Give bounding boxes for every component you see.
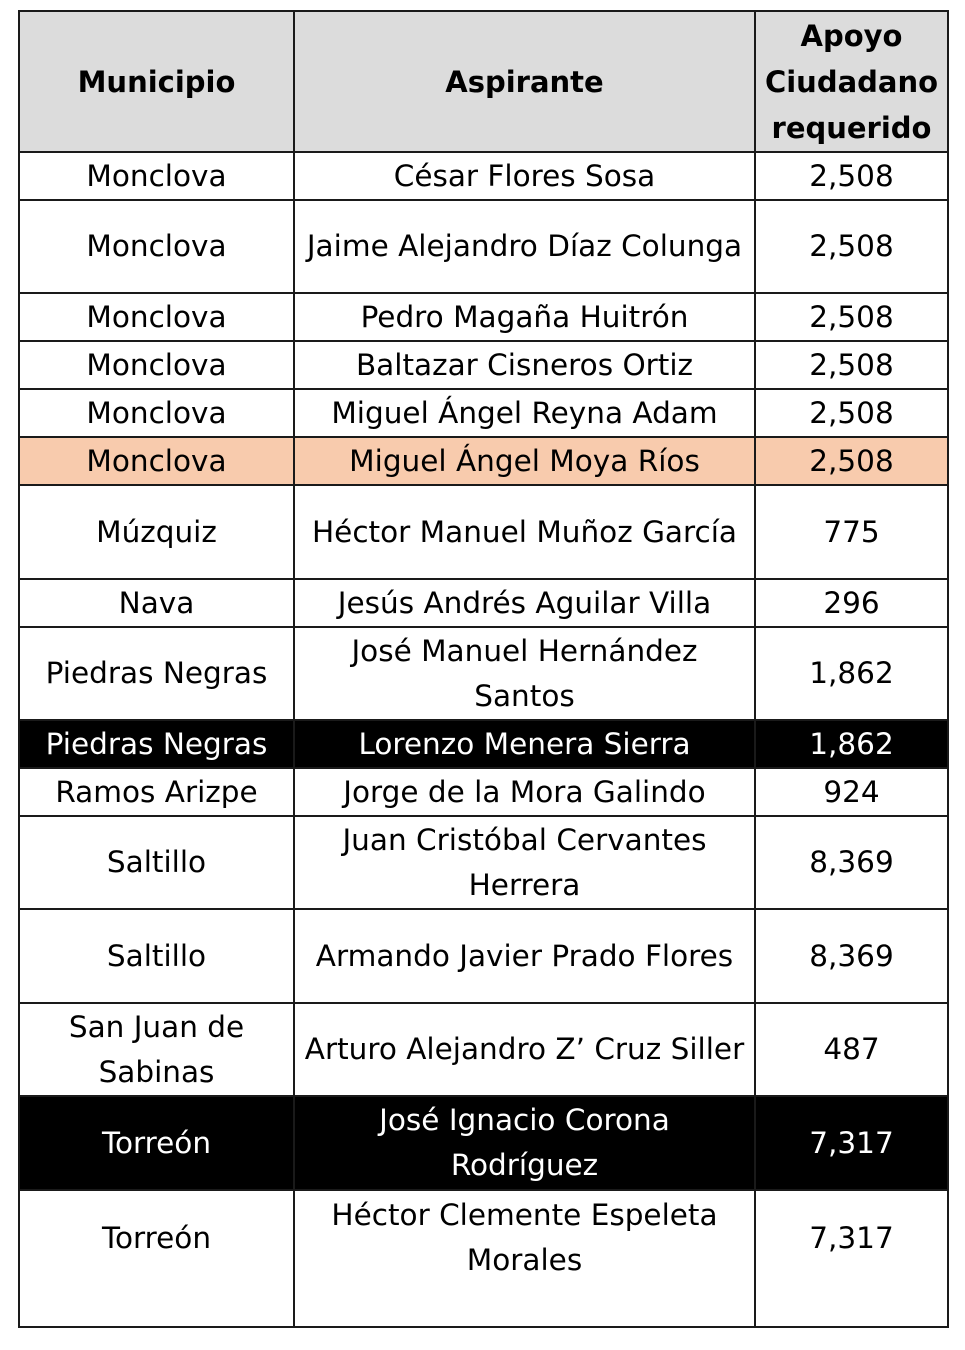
apoyo-cell: 487 bbox=[755, 1003, 948, 1096]
municipio-cell: Monclova bbox=[19, 293, 294, 341]
table-row bbox=[19, 1003, 948, 1096]
municipio-cell: Saltillo bbox=[19, 909, 294, 1003]
municipio-cell: Saltillo bbox=[19, 816, 294, 909]
municipio-cell: Nava bbox=[19, 579, 294, 627]
aspirante-cell: Baltazar Cisneros Ortiz bbox=[294, 341, 755, 389]
municipio-cell: Torreón bbox=[19, 1190, 294, 1327]
apoyo-cell: 2,508 bbox=[755, 389, 948, 437]
apoyo-cell: 2,508 bbox=[755, 341, 948, 389]
apoyo-cell: 7,317 bbox=[755, 1190, 948, 1327]
header-aspirante: Aspirante bbox=[294, 11, 755, 152]
aspirante-cell: Héctor Clemente Espeleta Morales bbox=[294, 1190, 755, 1327]
table-row bbox=[19, 816, 948, 909]
table-row-highlighted bbox=[19, 1096, 948, 1190]
apoyo-cell: 2,508 bbox=[755, 293, 948, 341]
municipio-cell: Monclova bbox=[19, 200, 294, 293]
aspirante-cell: Héctor Manuel Muñoz García bbox=[294, 485, 755, 579]
table-row bbox=[19, 341, 948, 389]
aspirante-cell: Jesús Andrés Aguilar Villa bbox=[294, 579, 755, 627]
municipio-cell: Múzquiz bbox=[19, 485, 294, 579]
aspirante-cell: Jaime Alejandro Díaz Colunga bbox=[294, 200, 755, 293]
apoyo-cell: 2,508 bbox=[755, 437, 948, 485]
table-row bbox=[19, 485, 948, 579]
apoyo-cell: 8,369 bbox=[755, 816, 948, 909]
aspirante-cell: César Flores Sosa bbox=[294, 152, 755, 200]
table-row bbox=[19, 293, 948, 341]
apoyo-cell: 2,508 bbox=[755, 152, 948, 200]
apoyo-cell: 775 bbox=[755, 485, 948, 579]
header-row bbox=[19, 11, 948, 152]
aspirante-cell: Miguel Ángel Reyna Adam bbox=[294, 389, 755, 437]
table-row-highlighted bbox=[19, 437, 948, 485]
table-row-highlighted bbox=[19, 720, 948, 768]
table-row bbox=[19, 152, 948, 200]
apoyo-cell: 924 bbox=[755, 768, 948, 816]
apoyo-cell: 1,862 bbox=[755, 627, 948, 720]
aspirante-cell: José Manuel Hernández Santos bbox=[294, 627, 755, 720]
table-row bbox=[19, 909, 948, 1003]
apoyo-cell: 1,862 bbox=[755, 720, 948, 768]
aspirante-cell: Armando Javier Prado Flores bbox=[294, 909, 755, 1003]
aspirante-cell: Miguel Ángel Moya Ríos bbox=[294, 437, 755, 485]
aspirante-cell: Arturo Alejandro Z’ Cruz Siller bbox=[294, 1003, 755, 1096]
table-row bbox=[19, 389, 948, 437]
aspirante-cell: Lorenzo Menera Sierra bbox=[294, 720, 755, 768]
aspirante-cell: Juan Cristóbal Cervantes Herrera bbox=[294, 816, 755, 909]
municipio-cell: Monclova bbox=[19, 437, 294, 485]
aspirante-cell: José Ignacio Corona Rodríguez bbox=[294, 1096, 755, 1190]
municipio-cell: Monclova bbox=[19, 389, 294, 437]
table-row bbox=[19, 579, 948, 627]
municipio-cell: Piedras Negras bbox=[19, 720, 294, 768]
aspirante-cell: Jorge de la Mora Galindo bbox=[294, 768, 755, 816]
aspirantes-table bbox=[18, 10, 949, 1328]
municipio-cell: Monclova bbox=[19, 152, 294, 200]
municipio-cell: San Juan de Sabinas bbox=[19, 1003, 294, 1096]
municipio-cell: Ramos Arizpe bbox=[19, 768, 294, 816]
table-row bbox=[19, 200, 948, 293]
table-row bbox=[19, 768, 948, 816]
aspirante-cell: Pedro Magaña Huitrón bbox=[294, 293, 755, 341]
apoyo-cell: 296 bbox=[755, 579, 948, 627]
header-apoyo: Apoyo Ciudadano requerido bbox=[755, 11, 948, 152]
apoyo-cell: 8,369 bbox=[755, 909, 948, 1003]
municipio-cell: Piedras Negras bbox=[19, 627, 294, 720]
table-row bbox=[19, 627, 948, 720]
apoyo-cell: 2,508 bbox=[755, 200, 948, 293]
municipio-cell: Monclova bbox=[19, 341, 294, 389]
header-municipio: Municipio bbox=[19, 11, 294, 152]
apoyo-cell: 7,317 bbox=[755, 1096, 948, 1190]
municipio-cell: Torreón bbox=[19, 1096, 294, 1190]
table-row bbox=[19, 1190, 948, 1327]
